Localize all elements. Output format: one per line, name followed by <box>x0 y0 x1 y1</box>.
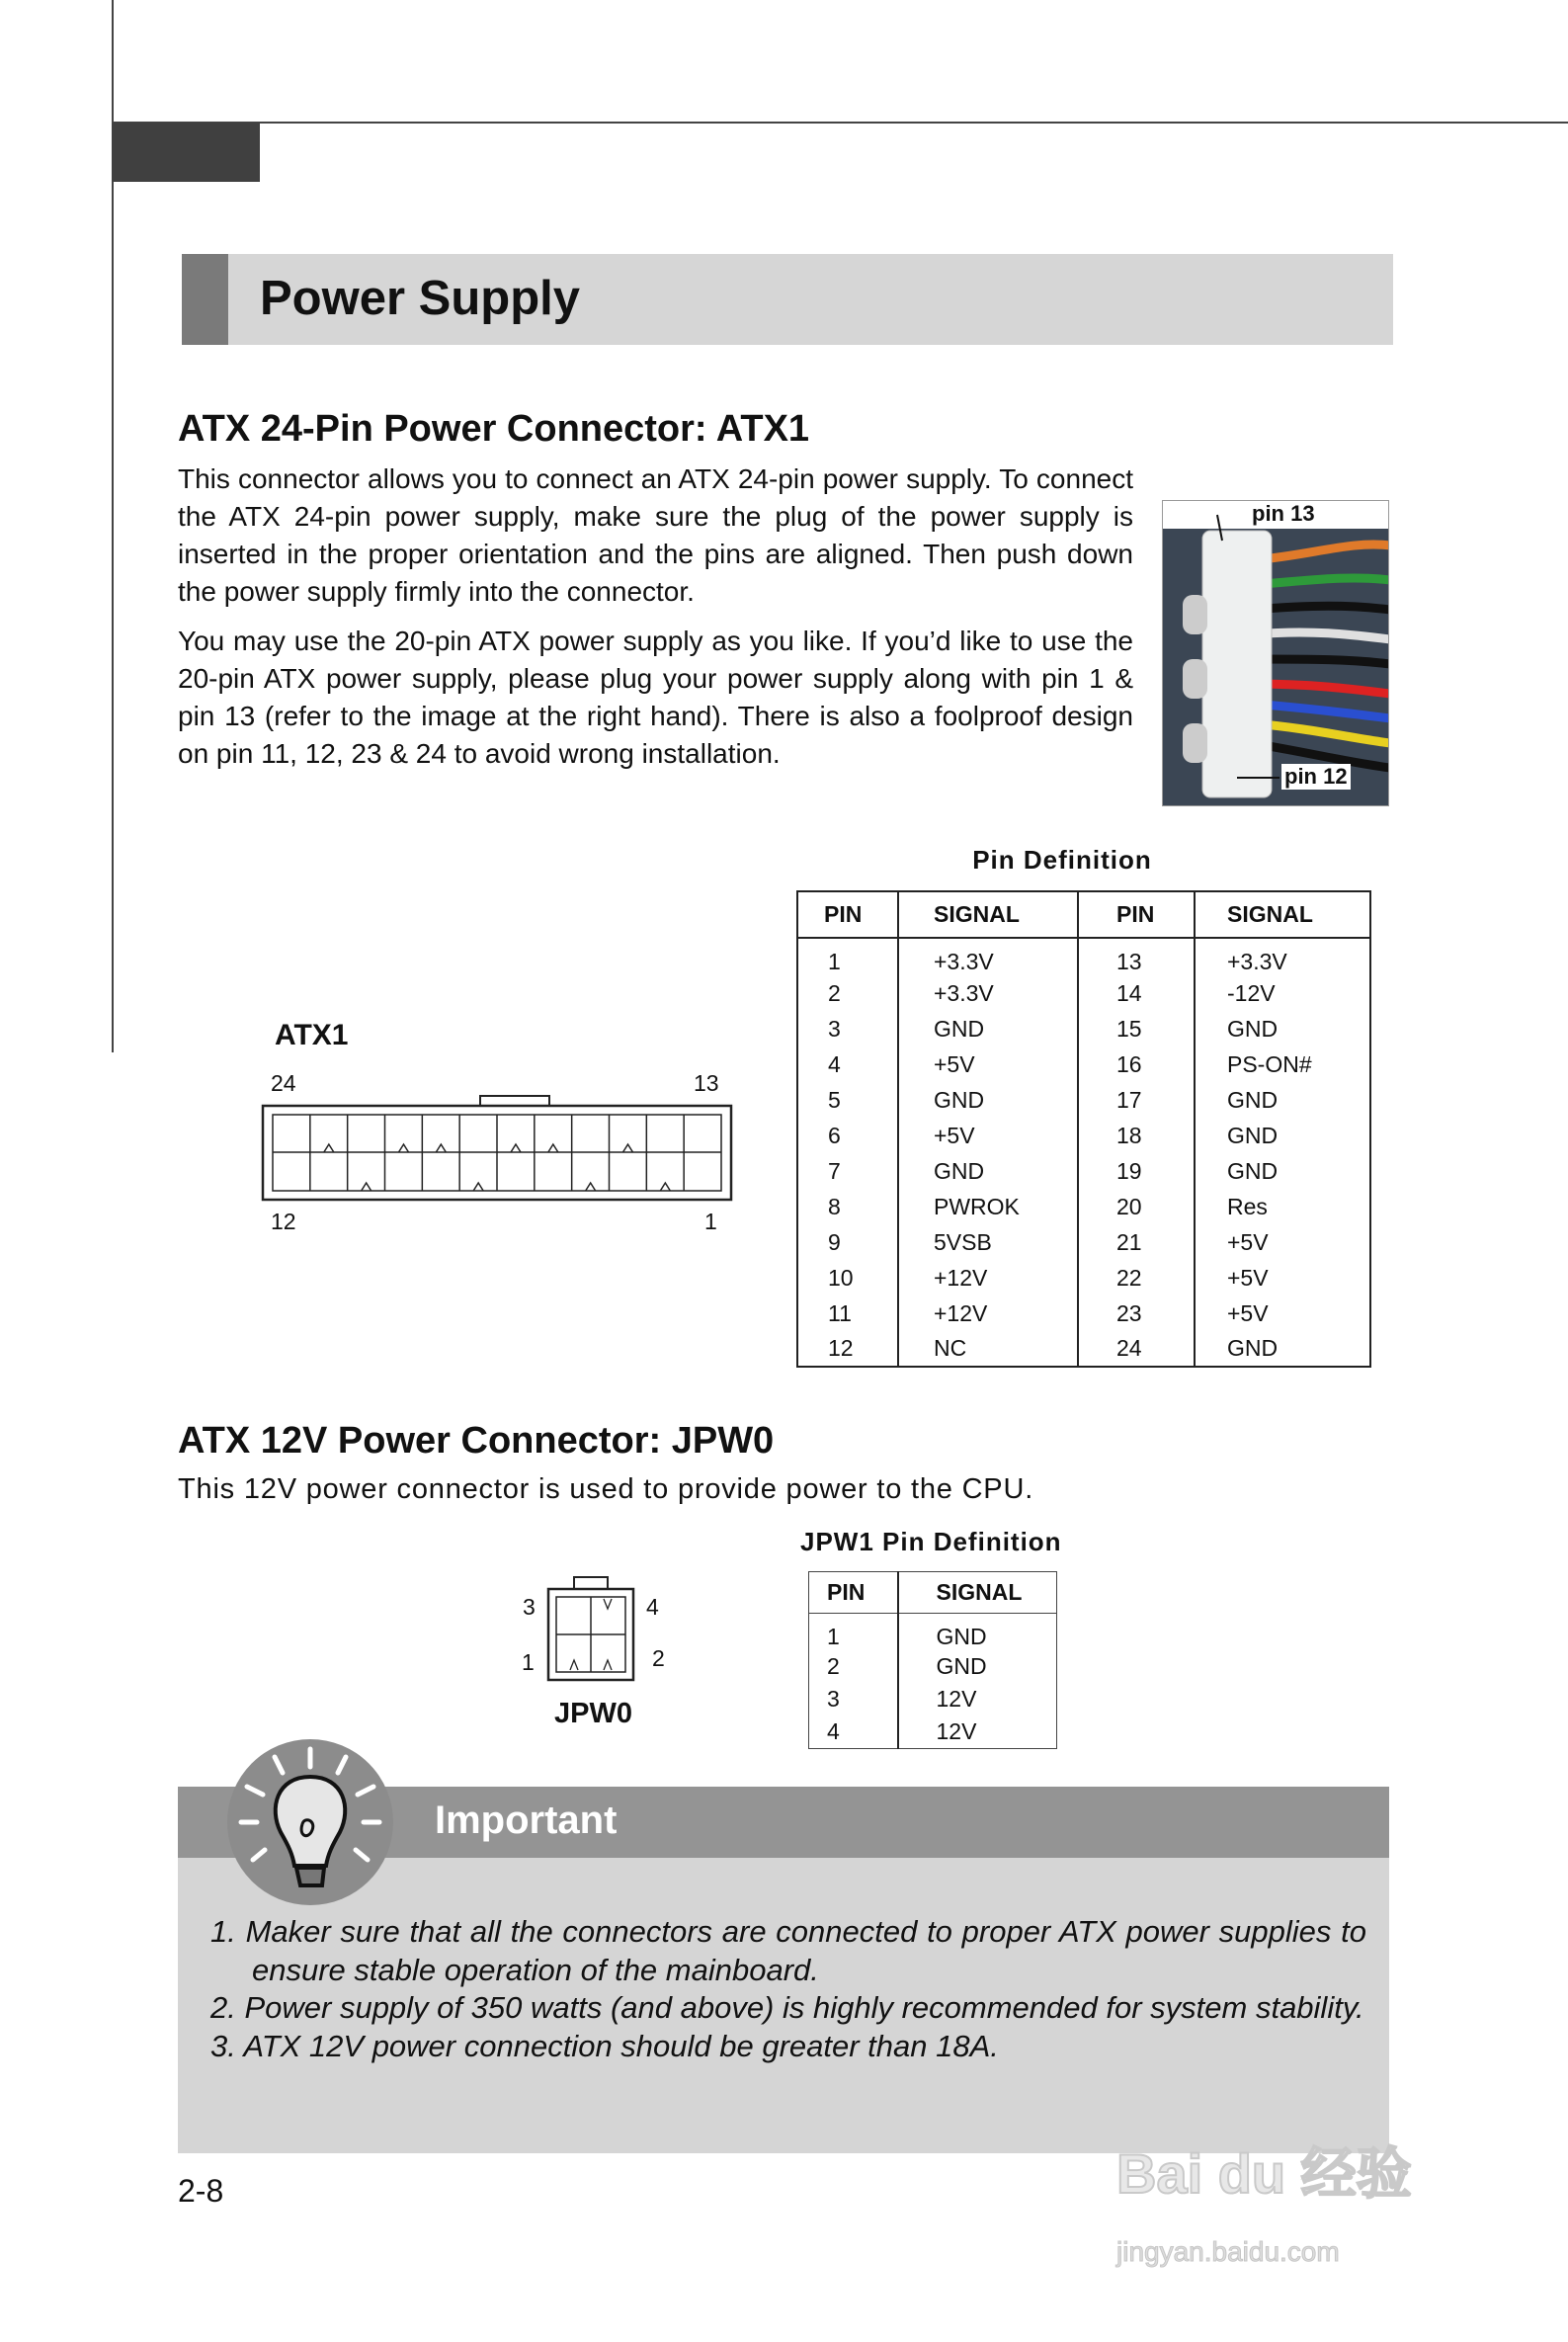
pin-number-cell: 23 <box>1078 1296 1195 1331</box>
jpw1-pin-table <box>808 1571 1057 1749</box>
atx1-label: ATX1 <box>275 1019 349 1051</box>
atx1-connector-diagram <box>261 1095 735 1204</box>
pin-number-cell: 14 <box>1078 975 1195 1011</box>
atx24-paragraph-2: You may use the 20-pin ATX power supply as you like. If you’d like to use the 20-pin ATX power supply, please plug your power supply along with pin 1 & pin 13 (refer to the image at the right hand). There is also a foolproof design on pin 11, 12, 23 & 24 to avoid wrong installation. <box>178 626 1133 769</box>
table-header-row <box>809 1572 1057 1614</box>
table-row <box>797 1189 1370 1224</box>
atx1-pin12-label: 12 <box>271 1209 296 1234</box>
jpw0-pin2-label: 2 <box>652 1645 665 1671</box>
signal-cell: GND <box>936 1624 987 1649</box>
pin-definition-title: Pin Definition <box>972 845 1152 875</box>
signal-cell: +5V <box>898 1046 1078 1082</box>
signal-cell: +12V <box>898 1260 1078 1296</box>
pin-number-cell: 5 <box>797 1082 898 1118</box>
pin-number-cell: 4 <box>797 1046 898 1082</box>
baidu-watermark-logo: Bai du 经验 <box>1116 2142 1412 2205</box>
table-header-row <box>797 891 1370 938</box>
atx1-pin13-label: 13 <box>694 1070 719 1096</box>
jpw0-label: JPW0 <box>554 1698 632 1729</box>
signal-cell: +5V <box>1227 1299 1269 1326</box>
pin-number-cell: 9 <box>797 1224 898 1260</box>
pin-number-cell: 24 <box>1078 1331 1195 1367</box>
important-list <box>210 1913 1366 2065</box>
signal-cell: +3.3V <box>898 938 1078 975</box>
signal-cell: Res <box>1227 1193 1268 1219</box>
col-header-pin: PIN <box>1078 891 1195 938</box>
col-header-pin: PIN <box>797 891 898 938</box>
atx1-pin1-label: 1 <box>704 1209 717 1234</box>
col-header-signal: SIGNAL <box>898 891 1078 938</box>
signal-cell: -12V <box>1227 979 1276 1006</box>
pin-number-cell: 4 <box>809 1715 898 1748</box>
table-row <box>809 1650 1057 1683</box>
atx24-heading: ATX 24-Pin Power Connector: ATX1 <box>178 408 810 450</box>
pin-number-cell: 12 <box>797 1331 898 1367</box>
pin-number-cell: 16 <box>1078 1046 1195 1082</box>
baidu-watermark-url: jingyan.baidu.com <box>1116 2236 1340 2267</box>
atx12-paragraph: This 12V power connector is used to provide power to the CPU. <box>178 1473 1034 1505</box>
table-row <box>797 1260 1370 1296</box>
pin-number-cell: 13 <box>1078 938 1195 975</box>
table-row <box>797 1331 1370 1367</box>
signal-cell: GND <box>1227 1122 1279 1148</box>
signal-cell: PS-ON# <box>1227 1050 1312 1077</box>
pin-number-cell: 10 <box>797 1260 898 1296</box>
table-row <box>797 975 1370 1011</box>
signal-cell: GND <box>936 1653 987 1679</box>
signal-cell: 12V <box>936 1717 977 1744</box>
jpw0-pin4-label: 4 <box>646 1594 659 1620</box>
table-row <box>797 1011 1370 1046</box>
lightbulb-icon <box>225 1737 395 1907</box>
pin-number-cell: 18 <box>1078 1118 1195 1153</box>
important-item: 3. ATX 12V power connection should be greater than 18A. <box>210 2028 999 2063</box>
jpw0-pin1-label: 1 <box>522 1649 535 1675</box>
signal-cell: +3.3V <box>1227 949 1287 974</box>
signal-cell: GND <box>1227 1335 1279 1361</box>
table-row <box>797 1296 1370 1331</box>
signal-cell: 12V <box>936 1686 977 1712</box>
pin-number-cell: 15 <box>1078 1011 1195 1046</box>
signal-cell: GND <box>1227 1015 1279 1042</box>
pin-number-cell: 7 <box>797 1153 898 1189</box>
page-number: 2-8 <box>178 2173 224 2209</box>
atx24-paragraph-1: This connector allows you to connect an ATX 24-pin power supply. To connect the ATX 24-pin power supply, make sure the plug of the power supply is inserted in the proper orientation and the pins are aligned. Then push down the power supply firmly into the connector. <box>178 463 1133 607</box>
signal-cell: GND <box>1227 1157 1279 1184</box>
atx1-pin24-label: 24 <box>271 1070 296 1096</box>
pin13-label: pin 13 <box>1252 501 1315 526</box>
pin-number-cell: 8 <box>797 1189 898 1224</box>
signal-cell: PWROK <box>898 1189 1078 1224</box>
jpw1-pin-definition-title: JPW1 Pin Definition <box>800 1527 1062 1556</box>
signal-cell: 5VSB <box>898 1224 1078 1260</box>
signal-cell: +3.3V <box>898 975 1078 1011</box>
col-header-pin: PIN <box>809 1572 898 1614</box>
pin-number-cell: 1 <box>797 938 898 975</box>
pin-number-cell: 20 <box>1078 1189 1195 1224</box>
signal-cell: GND <box>1227 1086 1279 1113</box>
table-row <box>809 1614 1057 1651</box>
col-header-signal: SIGNAL <box>898 1572 1057 1614</box>
pin-number-cell: 11 <box>797 1296 898 1331</box>
signal-cell: +12V <box>898 1296 1078 1331</box>
col-header-signal: SIGNAL <box>1195 891 1370 938</box>
table-row <box>797 1153 1370 1189</box>
table-row <box>797 1046 1370 1082</box>
table-row <box>797 1224 1370 1260</box>
table-row <box>797 1118 1370 1153</box>
pin-number-cell: 3 <box>797 1011 898 1046</box>
important-item: 2. Power supply of 350 watts (and above) is highly recommended for system stability. <box>210 1990 1364 2025</box>
pin-number-cell: 2 <box>809 1650 898 1683</box>
pin-number-cell: 21 <box>1078 1224 1195 1260</box>
signal-cell: +5V <box>898 1118 1078 1153</box>
signal-cell: GND <box>898 1153 1078 1189</box>
pin-number-cell: 2 <box>797 975 898 1011</box>
jpw0-connector-diagram <box>546 1575 637 1684</box>
pin-number-cell: 17 <box>1078 1082 1195 1118</box>
pin-number-cell: 1 <box>809 1614 898 1651</box>
signal-cell: GND <box>898 1082 1078 1118</box>
atx12-heading: ATX 12V Power Connector: JPW0 <box>178 1420 775 1462</box>
table-row <box>809 1683 1057 1715</box>
pin-number-cell: 22 <box>1078 1260 1195 1296</box>
pin12-label: pin 12 <box>1281 764 1351 790</box>
atx24-pin-table <box>796 890 1371 1368</box>
table-row <box>809 1715 1057 1748</box>
table-row <box>797 938 1370 975</box>
signal-cell: GND <box>898 1011 1078 1046</box>
signal-cell: NC <box>898 1331 1078 1367</box>
signal-cell: +5V <box>1227 1264 1269 1291</box>
important-item: 1. Maker sure that all the connectors are connected to proper ATX power supplies to ensure stable operation of the mainboard. <box>210 1914 1366 1987</box>
important-title: Important <box>435 1798 618 1842</box>
pin-number-cell: 19 <box>1078 1153 1195 1189</box>
table-row <box>797 1082 1370 1118</box>
page-title: Power Supply <box>260 272 581 325</box>
signal-cell: +5V <box>1227 1228 1269 1255</box>
pin-number-cell: 3 <box>809 1683 898 1715</box>
pin-number-cell: 6 <box>797 1118 898 1153</box>
jpw0-pin3-label: 3 <box>523 1594 536 1620</box>
